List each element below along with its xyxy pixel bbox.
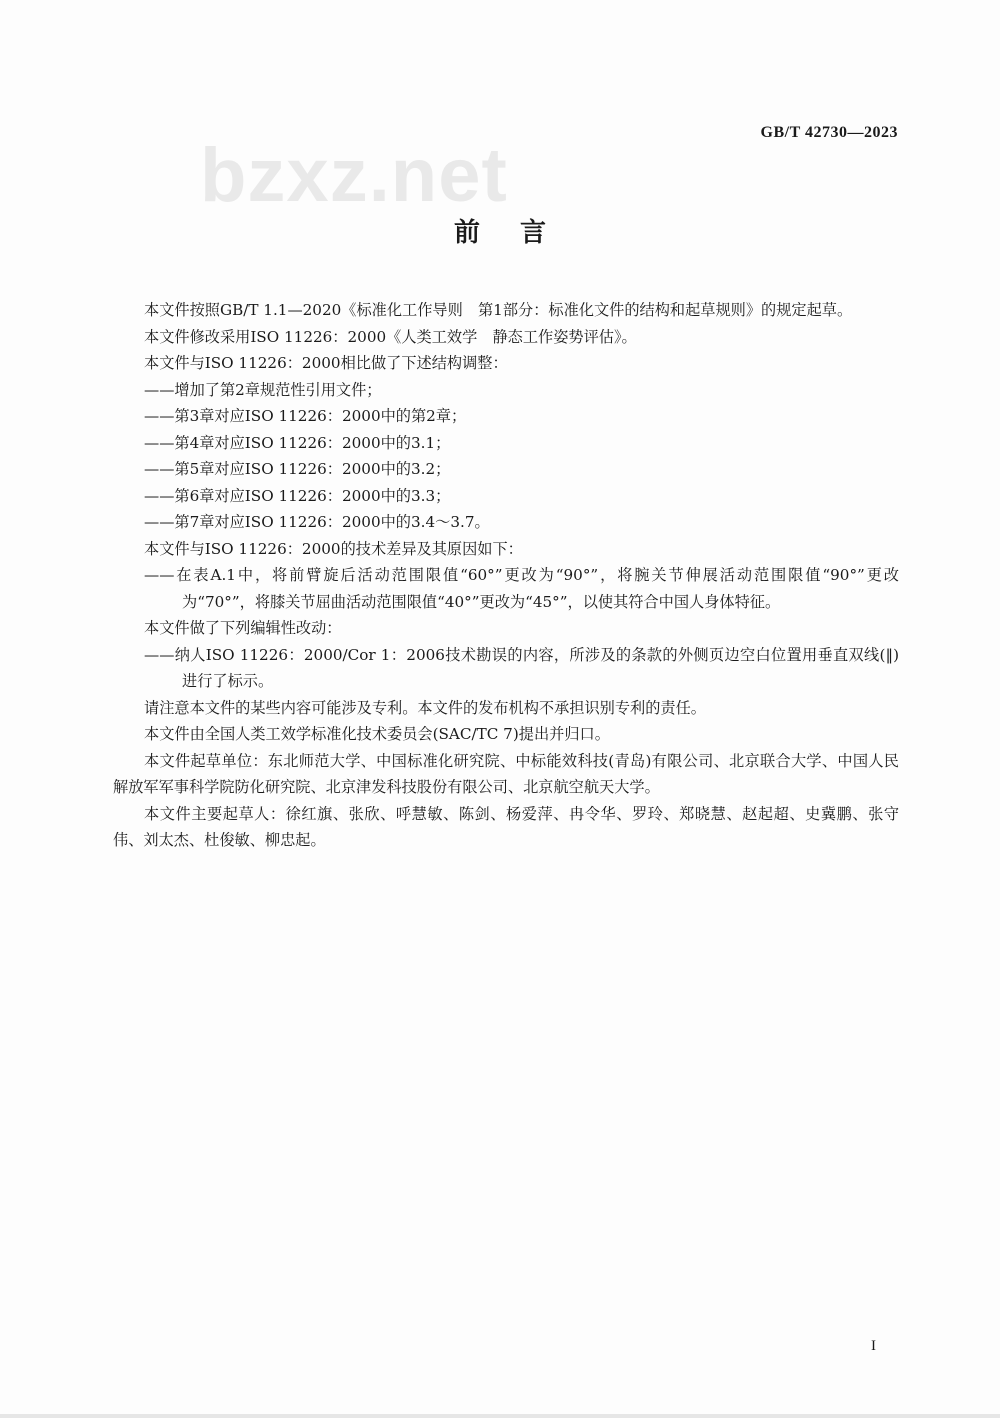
paragraph: 本文件主要起草人：徐红旗、张欣、呼慧敏、陈剑、杨爱萍、冉令华、罗玲、郑晓慧、赵起超、史冀鹏、张守伟、刘太杰、杜俊敏、柳忠起。 [113, 804, 899, 849]
list-item: ——第7章对应ISO 11226：2000中的3.4～3.7。 [144, 513, 490, 531]
foreword-body [113, 297, 899, 854]
list-item: ——纳人ISO 11226：2000/Cor 1：2006技术勘误的内容，所涉及的条款的外侧页边空白位置用垂直双线(‖)进行了标示。 [144, 645, 899, 690]
watermark: bzxz.net [200, 133, 508, 218]
page-title: 前言 [453, 218, 586, 248]
list-item: ——第5章对应ISO 11226：2000中的3.2； [144, 460, 451, 478]
paragraph: 本文件起草单位：东北师范大学、中国标准化研究院、中标能效科技(青岛)有限公司、北京联合大学、中国人民解放军军事科学院防化研究院、北京津发科技股份有限公司、北京航空航天大学。 [113, 751, 899, 796]
list-item: ——在表A.1中，将前臂旋后活动范围限值“60°”更改为“90°”，将腕关节伸展活动范围限值“90°”更改为“70°”，将膝关节屈曲活动范围限值“40°”更改为“45°”，以使其符合中国人身体特征。 [144, 566, 899, 611]
page-number: I [871, 1338, 876, 1354]
paragraph: 本文件与ISO 11226：2000的技术差异及其原因如下： [144, 539, 523, 558]
paragraph: 请注意本文件的某些内容可能涉及专利。本文件的发布机构不承担识别专利的责任。 [144, 698, 706, 717]
standard-code: GB/T 42730—2023 [760, 124, 898, 141]
paragraph: 本文件由全国人类工效学标准化技术委员会(SAC/TC 7)提出并归口。 [144, 725, 610, 743]
paragraph: 本文件修改采用ISO 11226：2000《人类工效学 静态工作姿势评估》。 [144, 327, 637, 346]
page-edge [0, 1414, 1000, 1418]
list-item: ——第6章对应ISO 11226：2000中的3.3； [144, 486, 451, 505]
paragraph: 本文件按照GB/T 1.1—2020《标准化工作导则 第1部分：标准化文件的结构和起草规则》的规定起草。 [144, 301, 853, 319]
list-item: ——第3章对应ISO 11226：2000中的第2章； [144, 407, 467, 425]
paragraph: 本文件与ISO 11226：2000相比做了下述结构调整： [144, 354, 508, 372]
list-item: ——第4章对应ISO 11226：2000中的3.1； [144, 433, 451, 452]
paragraph: 本文件做了下列编辑性改动： [144, 619, 342, 637]
list-item: ——增加了第2章规范性引用文件； [144, 380, 382, 399]
